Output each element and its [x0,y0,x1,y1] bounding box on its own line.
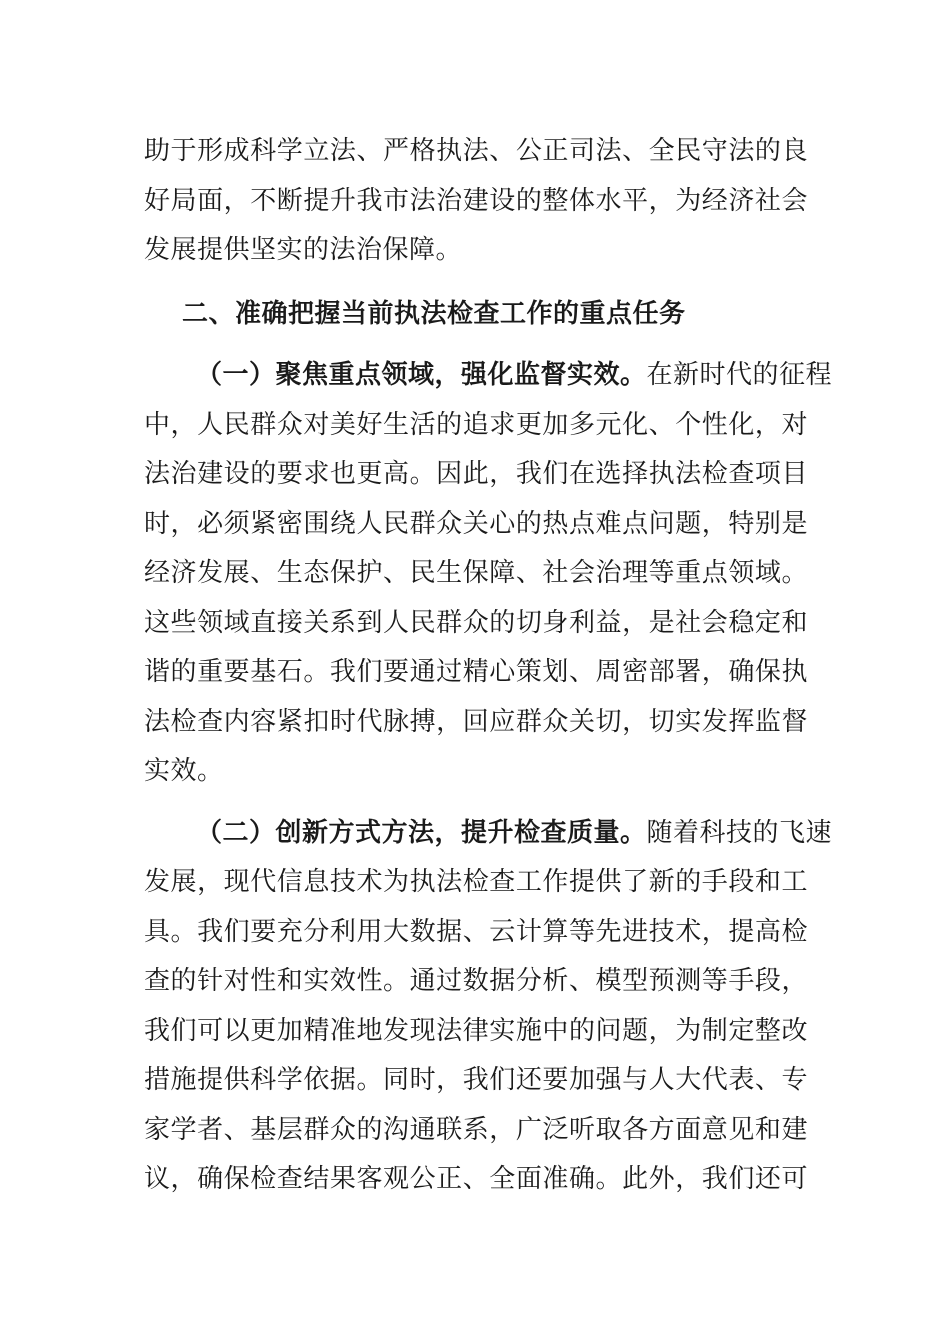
document-body [144,127,833,1205]
subsection-lead: （一）聚焦重点领域，强化监督实效。 [196,360,647,390]
first-line [144,809,833,859]
text-line: 这些领域直接关系到人民群众的切身利益，是社会稳定和 [144,607,808,638]
text-line: 助于形成科学立法、严格执法、公正司法、全民守法的良 [144,136,808,166]
text-line: 发展，现代信息技术为执法检查工作提供了新的手段和工 [144,867,808,897]
text-line: 时，必须紧密围绕人民群众关心的热点难点问题，特别是 [144,508,808,539]
text-line: 我们可以更加精准地发现法律实施中的问题，为制定整改 [144,1015,808,1046]
text-line: 发展提供坚实的法治保障。 [144,235,463,265]
text-line: 具。我们要充分利用大数据、云计算等先进技术，提高检 [144,916,808,947]
text-line: 法治建设的要求也更高。因此，我们在选择执法检查项目 [144,459,808,489]
text-line: 措施提供科学依据。同时，我们还要加强与人大代表、专 [144,1065,808,1095]
text-line: 经济发展、生态保护、民生保障、社会治理等重点领域。 [144,558,808,588]
text-line: 谐的重要基石。我们要通过精心策划、周密部署，确保执 [144,657,808,687]
subsection-2-paragraph [144,809,833,1205]
intro-paragraph [144,127,808,276]
text-line: 法检查内容紧扣时代脉搏，回应群众关切，切实发挥监督 [144,706,808,737]
text-line: 家学者、基层群众的沟通联系，广泛听取各方面意见和建 [144,1114,808,1145]
text-line: 议，确保检查结果客观公正、全面准确。此外，我们还可 [144,1164,808,1194]
first-line [144,351,833,401]
first-line-rest: 随着科技的飞速 [646,817,833,848]
section-heading: 二、准确把握当前执法检查工作的重点任务 [182,298,686,329]
text-line: 好局面，不断提升我市法治建设的整体水平，为经济社会 [144,185,808,216]
text-line: 实效。 [144,756,224,786]
text-line: 查的针对性和实效性。通过数据分析、模型预测等手段， [144,966,808,996]
subsection-lead: （二）创新方式方法，提升检查质量。 [196,817,647,848]
first-line-rest: 在新时代的征程 [646,360,833,390]
text-line: 中，人民群众对美好生活的追求更加多元化、个性化，对 [144,409,808,440]
subsection-1-paragraph [144,351,833,797]
